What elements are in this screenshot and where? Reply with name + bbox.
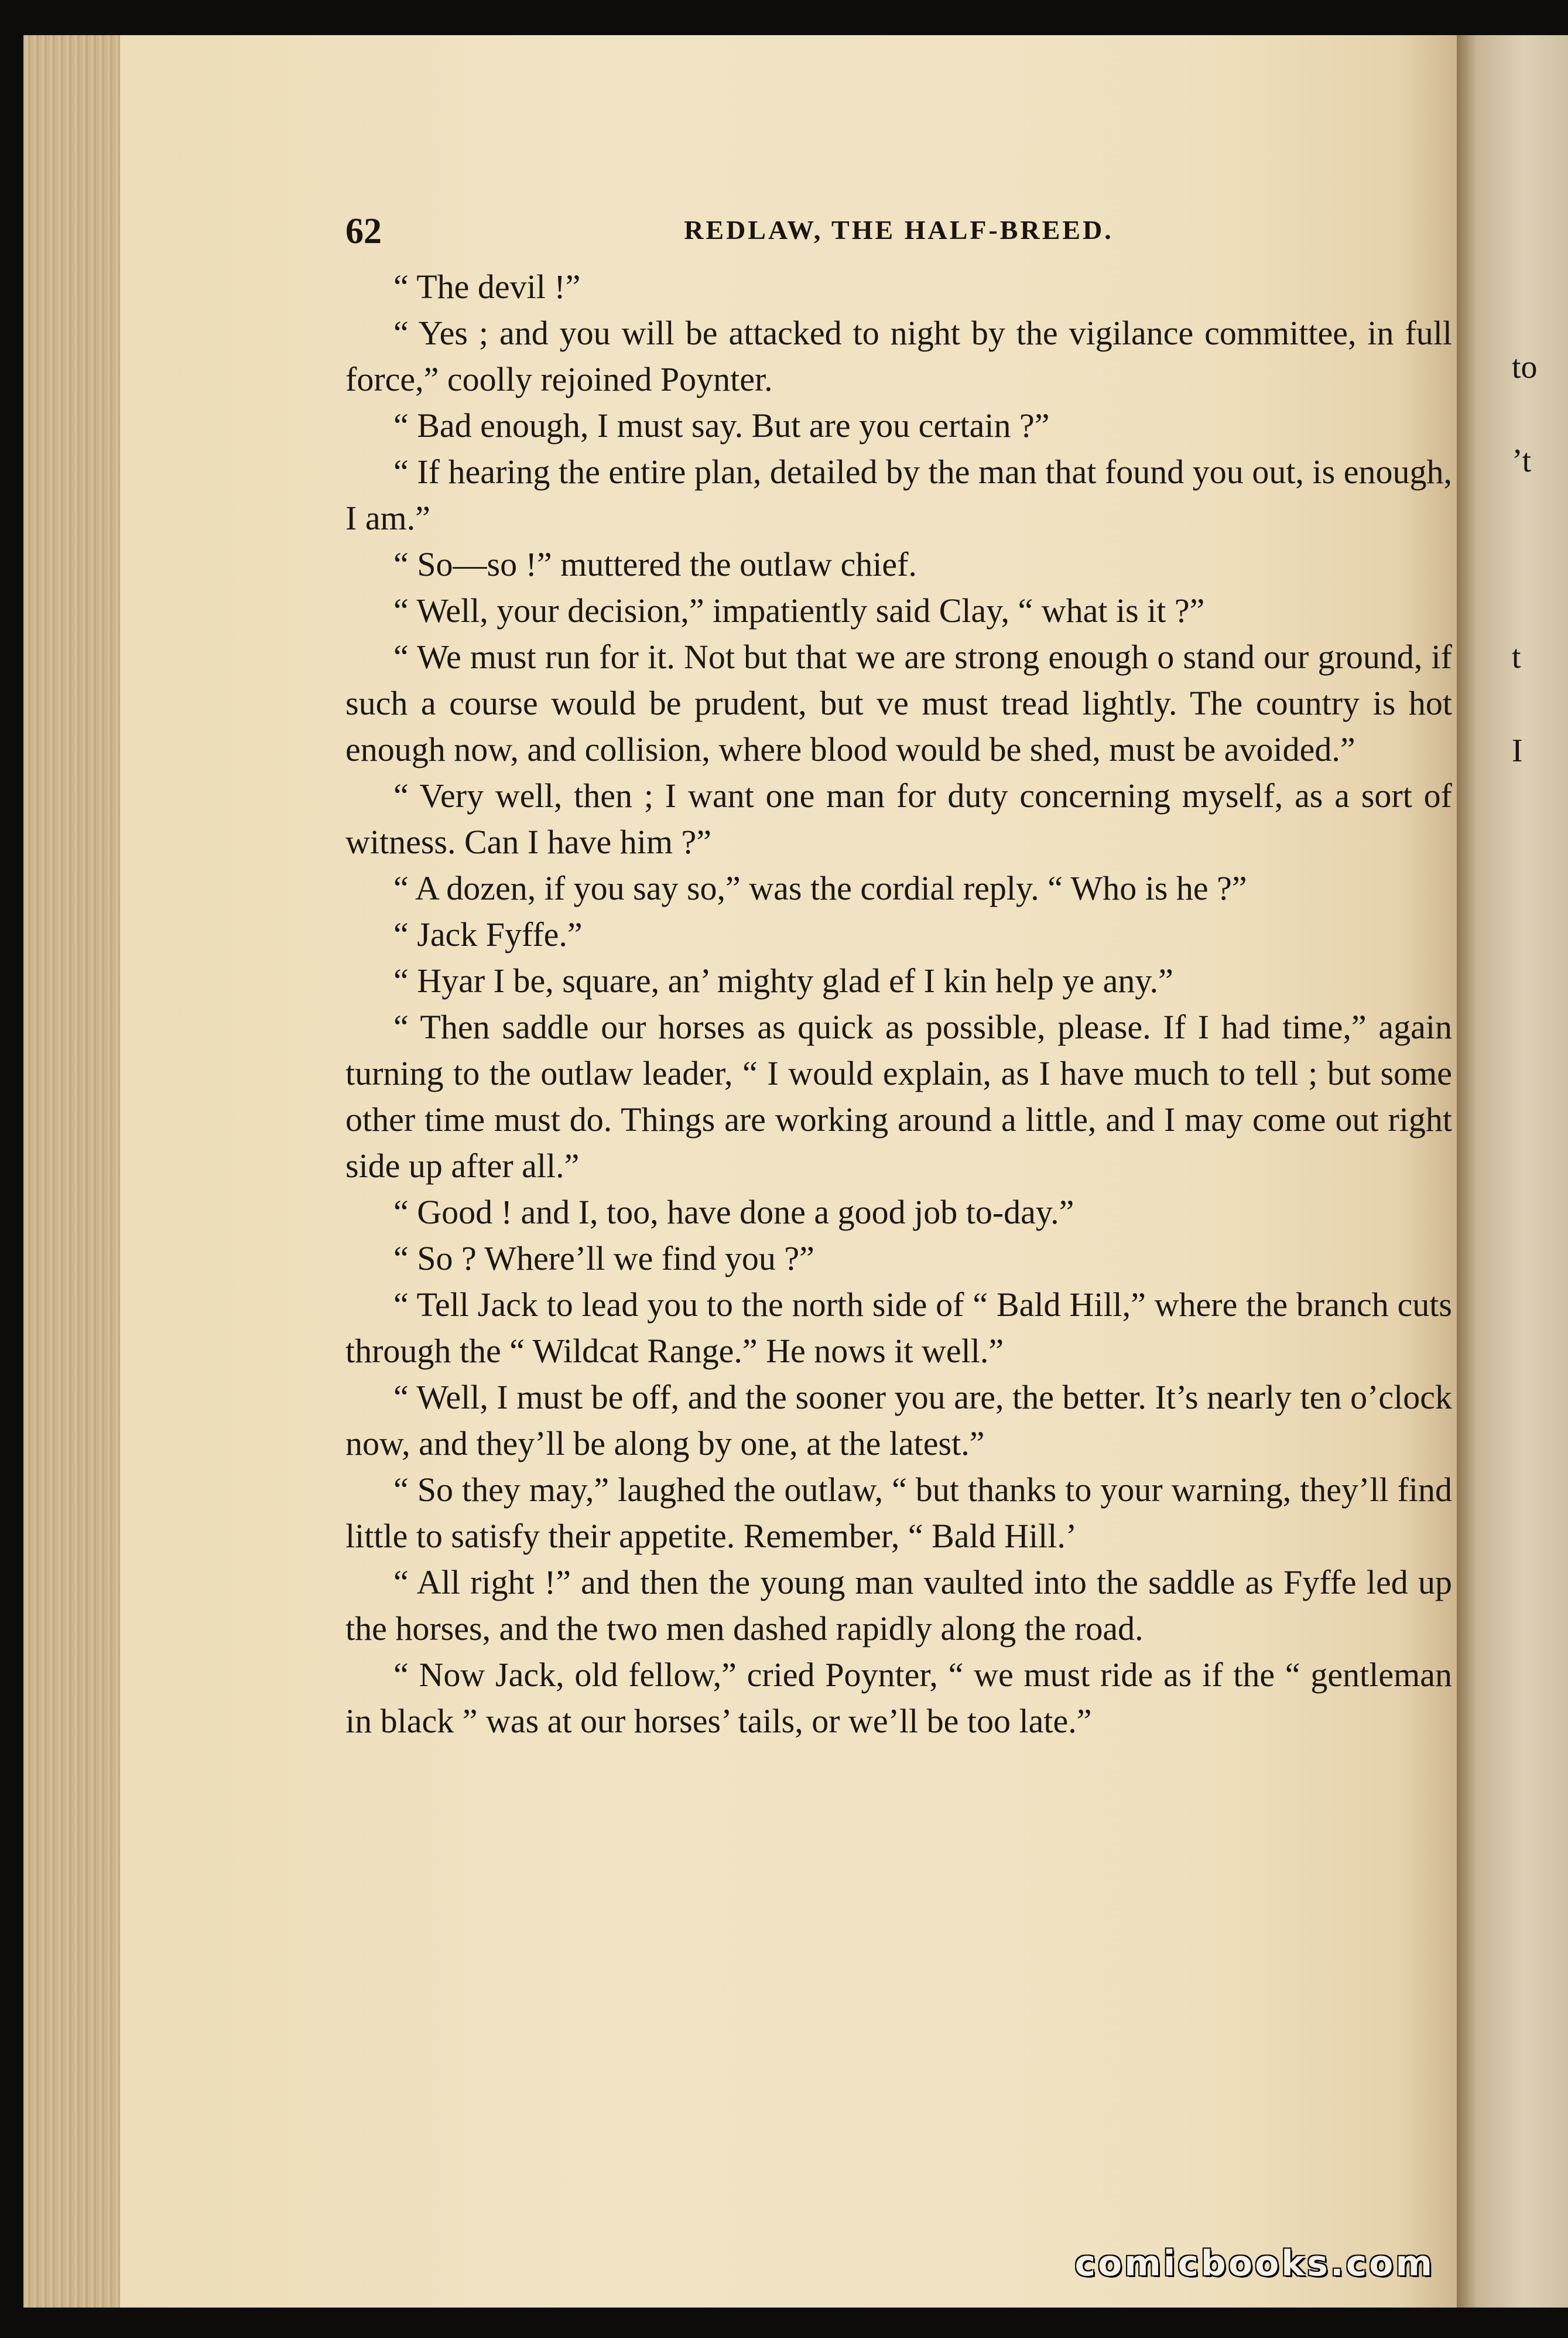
paragraph: “ All right !” and then the young man vaulted into the saddle as Fyffe led up the horses, and the two men dashed rapidly along the road.	[345, 1563, 1452, 1647]
page-edges	[23, 35, 120, 2308]
paragraph: “ So ? Where’ll we find you ?”	[393, 1239, 814, 1277]
facing-page-fragment: I	[1512, 733, 1523, 769]
paragraph: “ We must run for it. Not but that we are strong enough o stand our ground, if such a course would be prudent, but ve must tread lightly. The country is hot enough now, and collision, where blood would be shed, must be avoided.”	[345, 638, 1452, 768]
book-page	[23, 35, 1538, 2308]
body-text	[345, 264, 1452, 1744]
page-number: 62	[345, 211, 382, 251]
facing-page-fragment: to	[1512, 349, 1538, 385]
facing-page-fragment: ’t	[1512, 443, 1532, 479]
running-title: REDLAW, THE HALF-BREED.	[684, 215, 1114, 245]
paragraph: “ If hearing the entire plan, detailed by the man that found you out, is enough, I am.”	[345, 453, 1452, 537]
paragraph: “ The devil !”	[393, 268, 581, 306]
site-watermark: comicbooks.com	[1074, 2243, 1435, 2284]
paragraph: “ Tell Jack to lead you to the north side of “ Bald Hill,” where the branch cuts through the “ Wildcat Range.” He nows it well.”	[345, 1286, 1452, 1370]
paragraph: “ So—so !” muttered the outlaw chief.	[393, 545, 917, 583]
paragraph: “ Bad enough, I must say. But are you certain ?”	[393, 406, 1050, 445]
paragraph: “ Well, your decision,” impatiently said Clay, “ what is it ?”	[393, 592, 1205, 630]
paragraph: “ A dozen, if you say so,” was the cordial reply. “ Who is he ?”	[393, 869, 1247, 907]
paragraph: “ Now Jack, old fellow,” cried Poynter, “ we must ride as if the “ gentleman in black ” was at our horses’ tails, or we’ll be too late.”	[345, 1656, 1452, 1740]
paragraph: “ Hyar I be, square, an’ mighty glad ef I kin help ye any.”	[393, 962, 1173, 1000]
paragraph: “ Good ! and I, too, have done a good job to-day.”	[393, 1193, 1074, 1231]
paragraph: “ Yes ; and you will be attacked to night by the vigilance committee, in full force,” coolly rejoined Poynter.	[345, 314, 1452, 398]
page-content	[345, 193, 1452, 1744]
paragraph: “ Jack Fyffe.”	[393, 915, 583, 953]
paragraph: “ Then saddle our horses as quick as possible, please. If I had time,” again turning to the outlaw leader, “ I would explain, as I have much to tell ; but some other time must do. Things are working around a little, and I may come out right side up after all.”	[345, 1008, 1452, 1185]
paragraph: “ Very well, then ; I want one man for duty concerning myself, as a sort of witness. Can I have him ?”	[345, 777, 1452, 861]
running-head	[345, 193, 1452, 264]
paragraph: “ Well, I must be off, and the sooner you are, the better. It’s nearly ten o’clock now, and they’ll be along by one, at the latest.”	[345, 1378, 1452, 1462]
paragraph: “ So they may,” laughed the outlaw, “ but thanks to your warning, they’ll find little to satisfy their appetite. Remember, “ Bald Hill.’	[345, 1471, 1452, 1555]
facing-page-fragment: t	[1512, 639, 1521, 675]
